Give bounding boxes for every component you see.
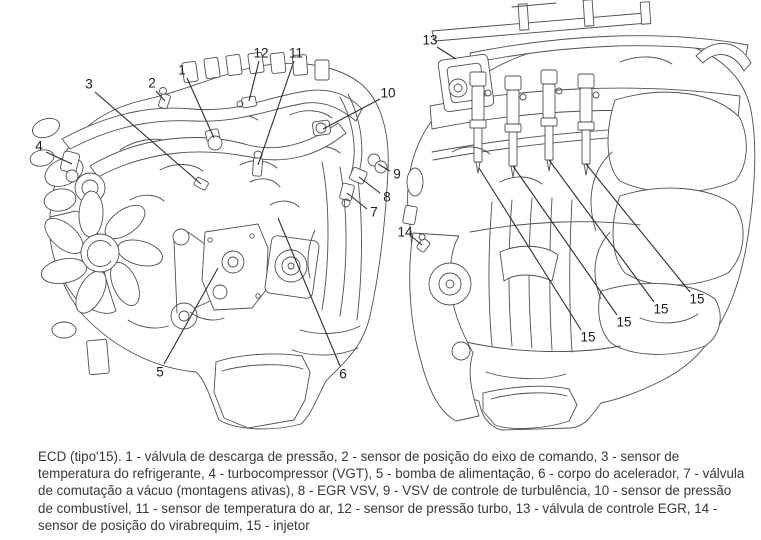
- callout-number: 13: [422, 32, 438, 48]
- callout-number: 15: [580, 329, 596, 345]
- caption-line: de comutação a vácuo (montagens ativas), 8 - EGR VSV, 9 - VSV de controle de turbulência, 10 - sensor de pressão: [38, 483, 732, 499]
- figure-caption: [38, 448, 754, 534]
- callout-number: 15: [616, 314, 632, 330]
- caption-line: de combustível, 11 - sensor de temperatura do ar, 12 - sensor de pressão turbo, 13 - válvula de controle EGR, 14 -: [38, 500, 718, 516]
- caption-line: sensor de posição do virabrequim, 15 - injetor: [38, 517, 310, 533]
- callout-number: 15: [653, 301, 669, 317]
- callout-number: 1: [178, 62, 186, 78]
- callout-number: 12: [253, 45, 269, 61]
- callout-number: 4: [35, 138, 43, 154]
- caption-line: temperatura do refrigerante, 4 - turbocompressor (VGT), 5 - bomba de alimentação, 6 - corpo do acelerador, 7 - válvula: [38, 466, 745, 482]
- callout-number: 14: [397, 224, 413, 240]
- callout-number: 10: [380, 85, 396, 101]
- callout-number: 6: [339, 366, 347, 382]
- callout-number: 8: [383, 189, 391, 205]
- right-engine-drawing: [403, 0, 755, 430]
- callout-number: 9: [393, 166, 401, 182]
- callout-number: 7: [370, 204, 378, 220]
- callout-number: 5: [156, 364, 164, 380]
- callout-number: 15: [689, 291, 705, 307]
- left-engine-drawing: [29, 52, 389, 429]
- callout-number: 3: [85, 76, 93, 92]
- callout-number: 11: [288, 45, 304, 61]
- callout-number: 2: [148, 75, 156, 91]
- callout-leader-line: [437, 47, 456, 59]
- caption-line: ECD (tipo'15). 1 - válvula de descarga de pressão, 2 - sensor de posição do eixo de comando, 3 - sensor de: [38, 449, 680, 464]
